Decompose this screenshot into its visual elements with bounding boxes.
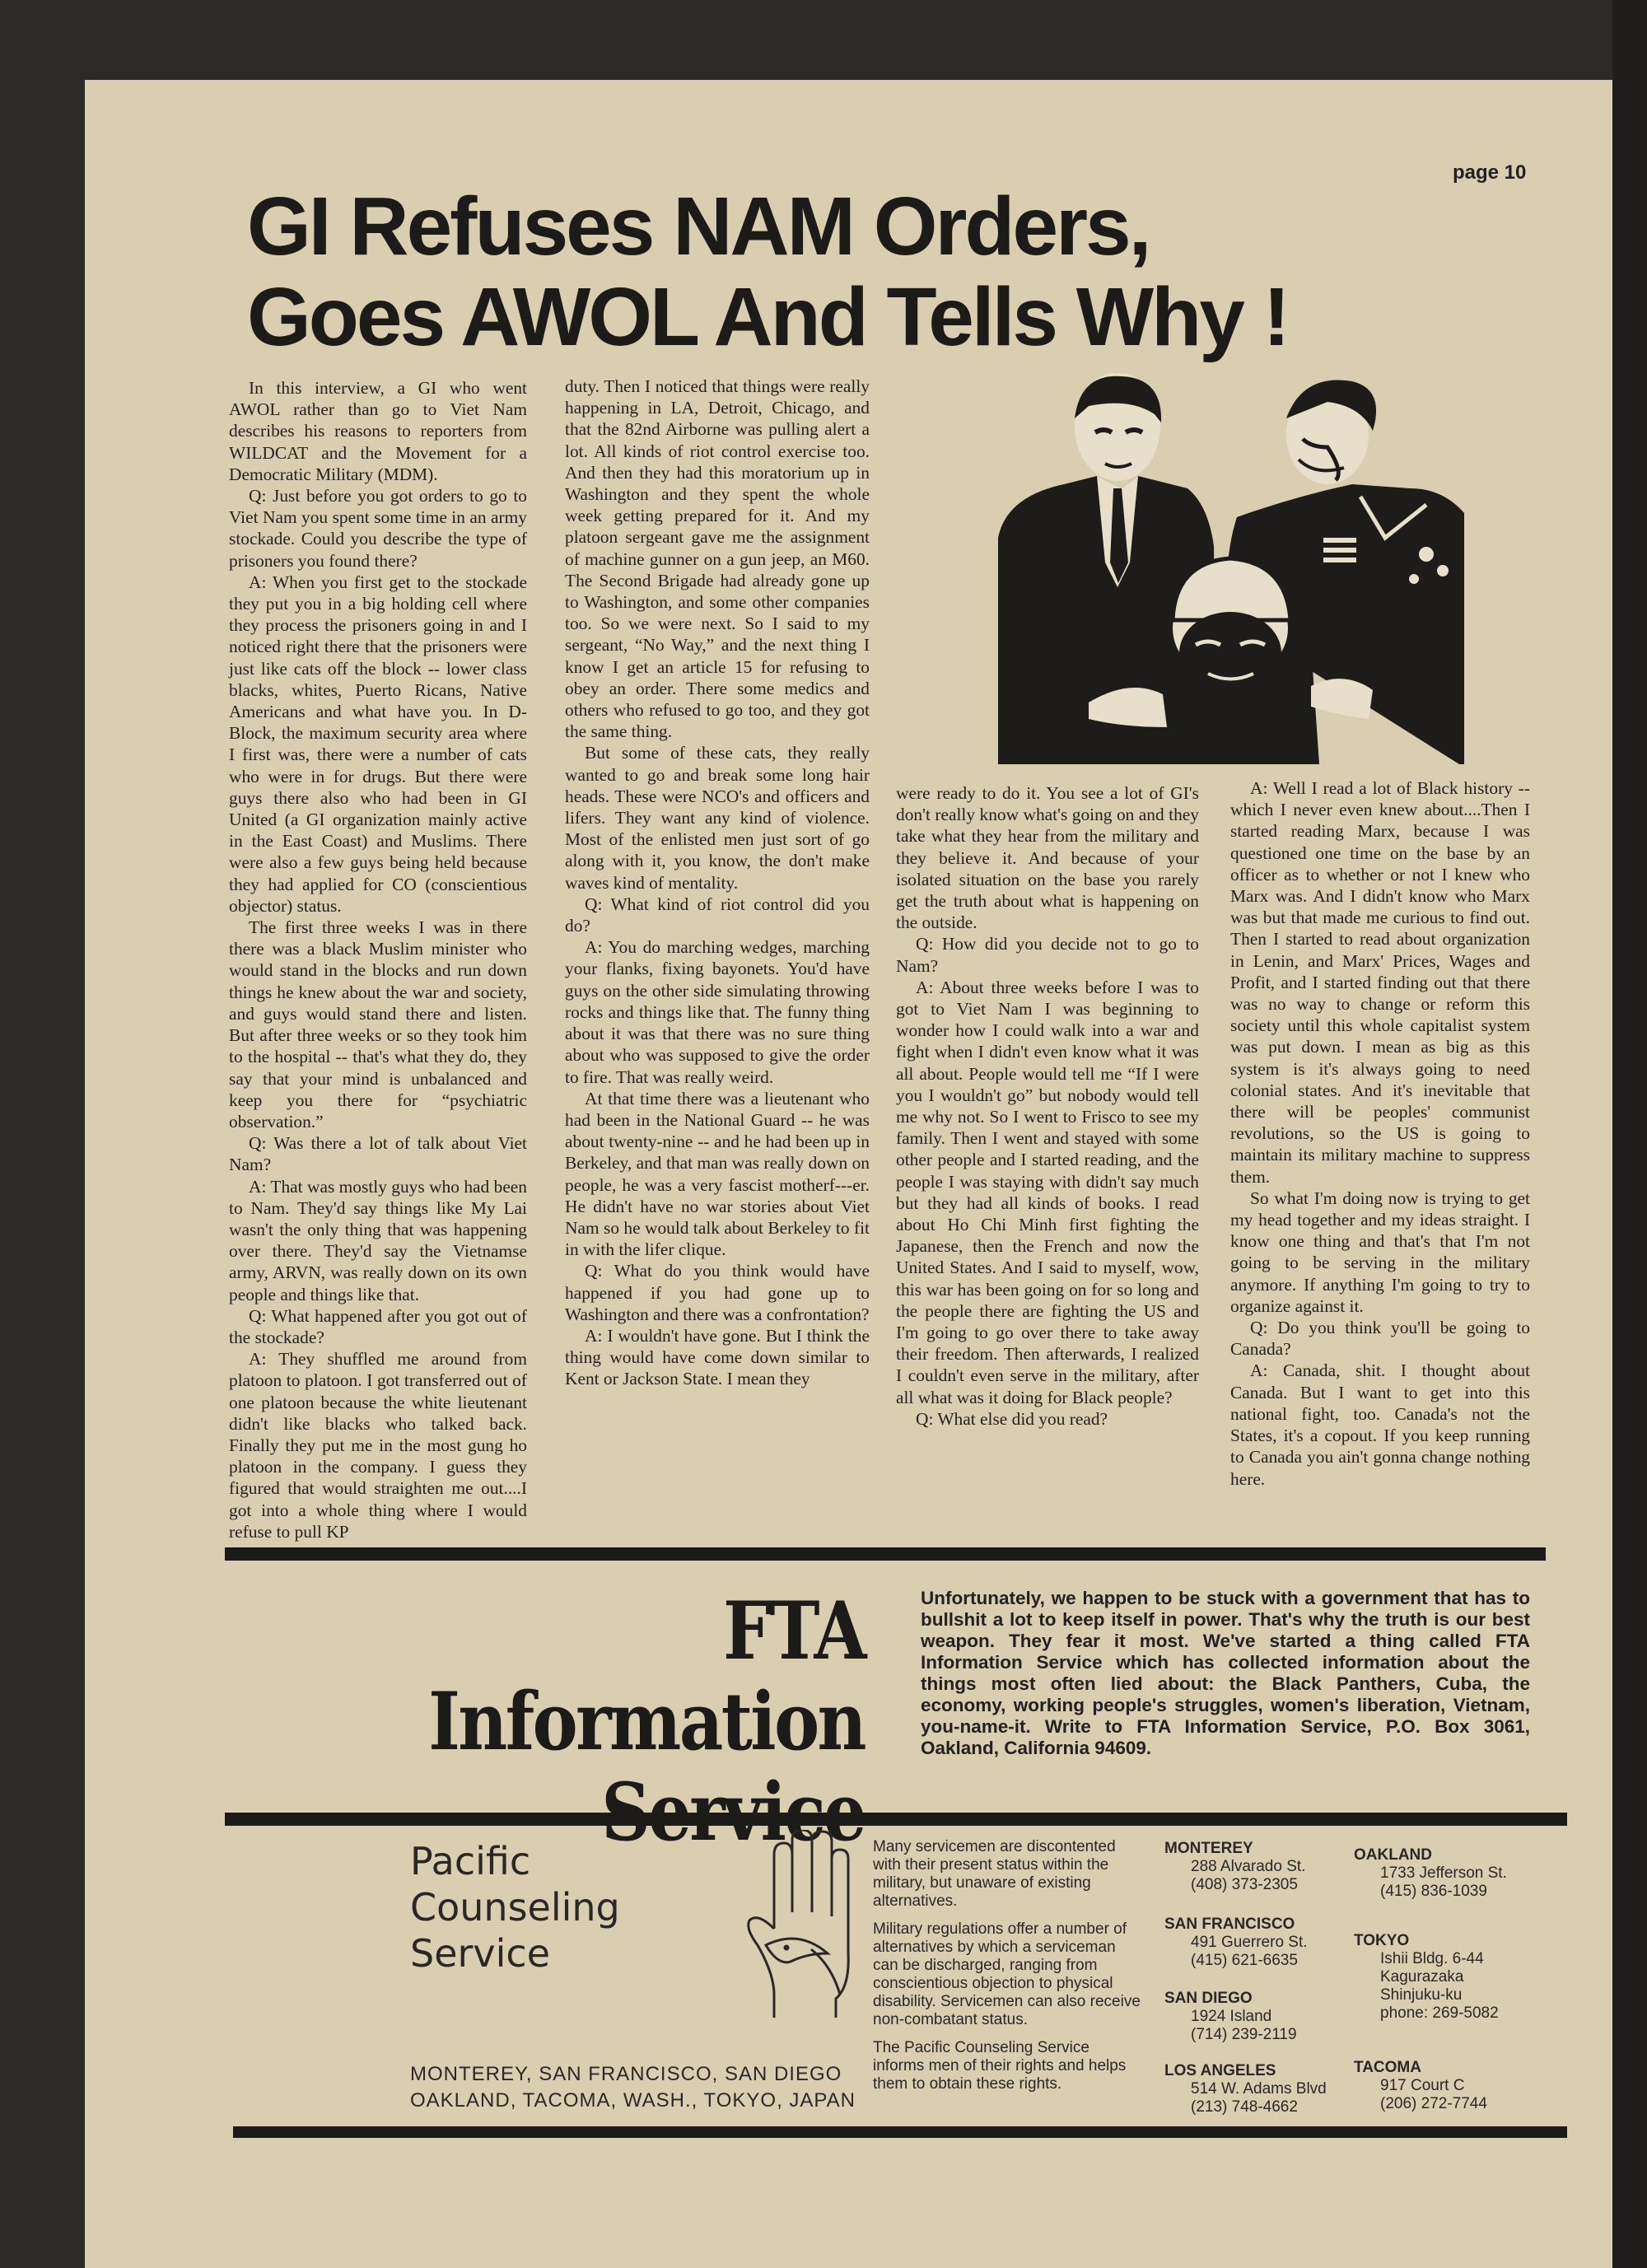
article-column-2	[565, 376, 870, 1390]
hand-peace-dove-icon	[741, 1830, 865, 2019]
pcs-title-line: Service	[410, 1931, 551, 1976]
office-line: phone: 269-5082	[1380, 2004, 1499, 2022]
office-line: 1924 Island	[1191, 2008, 1272, 2025]
pcs-title-line: Pacific	[410, 1839, 531, 1883]
office-line: (206) 272-7744	[1380, 2095, 1487, 2112]
paragraph: Q: Just before you got orders to go to Viet Nam you spent some time in an army stockade. Could you describe the type of prisoners you found there?	[229, 486, 527, 571]
article-column-3	[896, 782, 1199, 1430]
divider-rule	[225, 1813, 1567, 1826]
office-line: Kagurazaka	[1380, 1968, 1464, 1986]
office-tacoma	[1354, 2059, 1487, 2113]
headline-line-1: GI Refuses NAM Orders,	[247, 180, 1150, 273]
paragraph: duty. Then I noticed that things were really happening in LA, Detroit, Chicago, and that the 82nd Airborne was pulling alert a lot. All kinds of riot control exercise too. And then they had this moratorium up in Washington and they spent the whole week getting prepared for it. And my platoon sergeant gave me the assignment of machine gunner on a gun jeep, an M60. The Second Brigade had already gone up to Washington, and some other companies too. So we were next. So I said to my sergeant, “No Way,” and the next thing I know I get an article 15 for refusing to obey an order. There some medics and others who refused to go too, and they got the same thing.	[565, 376, 870, 742]
paragraph: Q: What do you think would have happened if you had gone up to Washington and there was a confrontation?	[565, 1261, 870, 1324]
headline	[247, 181, 1449, 362]
nixon-general-soldier-photo	[998, 373, 1464, 764]
paragraph: The first three weeks I was in there there was a black Muslim minister who would stand in the blocks and run down things he knew about the war and society, and guys would stand there and listen. But after three weeks or so they took him to the hospital -- that's what they do, they say that your mind is unbalanced and keep you there for “psychiatric observation.”	[229, 917, 527, 1132]
paragraph: A: You do marching wedges, marching your flanks, fixing bayonets. You'd have guys on the other side simulating throwing rocks and things like that. The funny thing about it was that there was no sure thing about who was supposed to give the order to fire. That was really weird.	[565, 937, 870, 1087]
pcs-desc-paragraph: Many servicemen are discontented with their present status within the military, but unaware of existing alternatives.	[873, 1838, 1116, 1910]
paragraph: Q: How did you decide not to go to Nam?	[896, 934, 1199, 976]
paragraph: A: They shuffled me around from platoon to platoon. I got transferred out of one platoon because the white lieutenant didn't like blacks who talked back. Finally they put me in the most gung ho platoon in the company. I guess they figured that would straighten me out....I got into a whole thing where I would refuse to pull KP	[229, 1349, 527, 1542]
paragraph: A: About three weeks before I was to got to Viet Nam I was beginning to wonder how I could walk into a war and fight when I didn't even know what it was all about. People would tell me “If I were you I wouldn't go” but nobody would tell me why not. So I went to Frisco to see my family. Then I went and stayed with some other people and I started reading, and the people I was staying with didn't say much but they had all kinds of books. I read about Ho Chi Minh first fighting the Japanese, then the French and now the United States. And I said to myself, wow, this war has been going on for so long and the people there are fighting the US and I'm going to go over there to take away their freedom. Then afterwards, I realized I couldn't even serve in the military, after all what was it doing for Black people?	[896, 977, 1199, 1407]
paragraph: A: Well I read a lot of Black history -- which I never even knew about....Then I started reading Marx, because I was questioned one time on the base by an officer as to whether or not I knew who Marx was. And I didn't know who Marx was but that made me curious to find out. Then I started to read about organization in Lenin, and Marx' Prices, Wages and Profit, and I started finding out that there was no way to change or reform this society until this whole capitalist system was put down. I mean as big as this system is it's always going to need colonial states. And it's inevitable that there will be peoples' communist revolutions, so the US is going to maintain its military machine to suppress them.	[1230, 778, 1530, 1187]
office-name: MONTEREY	[1164, 1840, 1253, 1857]
office-san-diego	[1164, 1990, 1297, 2044]
paragraph: were ready to do it. You see a lot of GI's don't really know what's going on and they take what they hear from the military and they believe it. And because of your isolated situation on the base you rarely get the truth about what is happening on the outside.	[896, 783, 1199, 933]
office-line: Shinjuku-ku	[1380, 1986, 1463, 2004]
fta-title-line-1: FTA Information	[428, 1584, 865, 1768]
binder-edge	[1612, 0, 1647, 2268]
pcs-desc-paragraph: The Pacific Counseling Service informs men of their rights and helps them to obtain these rights.	[873, 2039, 1127, 2093]
paragraph: But some of these cats, they really wanted to go and break some long hair heads. These were NCO's and officers and lifers. They want any kind of violence. Most of the enlisted men just sort of go along with it, you know, the don't make waves kind of mentality.	[565, 743, 870, 893]
office-monterey	[1164, 1840, 1305, 1894]
article-column-1	[229, 377, 527, 1542]
office-line: 1733 Jefferson St.	[1380, 1864, 1507, 1882]
divider-rule	[225, 1547, 1546, 1561]
paragraph: Q: What happened after you got out of the stockade?	[229, 1305, 527, 1347]
pcs-desc-paragraph: Military regulations offer a number of alternatives by which a serviceman can be discharged, ranging from conscientious objection to physical disability. Servicemen can also receive non-combatant status.	[873, 1920, 1141, 2028]
paragraph: A: When you first get to the stockade they put you in a big holding cell where they process the prisoners going in and I noticed right there that the prisoners were just like cats off the block -- lower class blacks, whites, Puerto Ricans, Native Americans and what have you. In D-Block, the maximum security area where I first was, there were a number of cats who were in for drugs. But there were guys there also who had been in GI United (a GI organization mainly active in the East Coast) and Muslims. There were also a few guys being held because they had applied for CO (conscientious objector) status.	[229, 572, 527, 916]
headline-line-2: Goes AWOL And Tells Why !	[247, 271, 1288, 363]
office-line: (415) 621-6635	[1191, 1952, 1298, 1969]
paragraph: A: Canada, shit. I thought about Canada. But I want to get into this national fight, too. Canada's not the States, it's a copout. If you keep running to Canada you ain't gonna change nothing here.	[1230, 1360, 1530, 1489]
paragraph: Q: Was there a lot of talk about Viet Nam?	[229, 1133, 527, 1175]
office-san-francisco	[1164, 1916, 1308, 1970]
office-name: SAN FRANCISCO	[1164, 1916, 1295, 1933]
pcs-cities-line-2: OAKLAND, TACOMA, WASH., TOKYO, JAPAN	[410, 2089, 856, 2112]
article-column-4	[1230, 777, 1530, 1490]
office-line: 491 Guerrero St.	[1191, 1934, 1308, 1951]
paragraph: A: That was mostly guys who had been to Nam. They'd say things like My Lai wasn't the only thing that was happening over there. They'd say the Vietnamse army, ARVN, was really down on its own people and things like that.	[229, 1176, 527, 1304]
office-line: Ishii Bldg. 6-44	[1380, 1950, 1484, 1967]
office-line: (408) 373-2305	[1191, 1876, 1298, 1893]
fta-ad-text: Unfortunately, we happen to be stuck with a government that has to bullshit a lot to keep itself in power. That's why the truth is our best weapon. They fear it most. We've started a thing called FTA Information Service which has collected information about the things most often lied about: the Black Panthers, Cuba, the economy, working people's struggles, women's liberation, Vietnam, you-name-it. Write to FTA Information Service, P.O. Box 3061, Oakland, California 94609.	[921, 1588, 1530, 1758]
paragraph: Q: What else did you read?	[916, 1408, 1108, 1429]
pcs-cities-line-1: MONTEREY, SAN FRANCISCO, SAN DIEGO	[410, 2063, 842, 2085]
office-line: (213) 748-4662	[1191, 2098, 1298, 2116]
office-tokyo	[1354, 1932, 1499, 2023]
page-number: page 10	[1453, 161, 1527, 184]
divider-rule	[233, 2126, 1567, 2138]
office-name: TOKYO	[1354, 1932, 1410, 1949]
pcs-description	[873, 1838, 1141, 2103]
office-line: 514 W. Adams Blvd	[1191, 2080, 1327, 2098]
office-name: SAN DIEGO	[1164, 1990, 1253, 2007]
paragraph: A: I wouldn't have gone. But I think the thing would have come down similar to Kent or Jackson State. I mean they	[565, 1325, 870, 1389]
office-line: 917 Court C	[1380, 2077, 1465, 2094]
office-line: (415) 836-1039	[1380, 1883, 1487, 1900]
office-los-angeles	[1164, 2062, 1327, 2116]
office-oakland	[1354, 1846, 1507, 1901]
pcs-cities	[410, 2061, 856, 2114]
paragraph: So what I'm doing now is trying to get my head together and my ideas straight. I know one thing and that's that I'm not going to be serving in the military anymore. If anything I'm going to try to organize against it.	[1230, 1188, 1530, 1316]
office-name: TACOMA	[1354, 2059, 1421, 2076]
office-name: LOS ANGELES	[1164, 2062, 1276, 2079]
paragraph: Q: Do you think you'll be going to Canada?	[1230, 1318, 1530, 1360]
paragraph: At that time there was a lieutenant who had been in the National Guard -- he was about twenty-nine -- and he had been up in Berkeley, and that man was really down on people, he was a very fascist motherf---er. He didn't have no war stories about Viet Nam so he would talk about Berkeley to fit in with the lifer clique.	[565, 1088, 870, 1260]
pacific-counseling-service-title	[410, 1838, 620, 1976]
paragraph: Q: What kind of riot control did you do?	[565, 894, 870, 936]
paragraph: In this interview, a GI who went AWOL rather than go to Viet Nam describes his reasons to reporters from WILDCAT and the Movement for a Democratic Military (MDM).	[229, 378, 527, 484]
office-line: (714) 239-2119	[1191, 2026, 1297, 2043]
pcs-title-line: Counseling	[410, 1885, 620, 1930]
office-line: 288 Alvarado St.	[1191, 1858, 1306, 1875]
office-name: OAKLAND	[1354, 1846, 1432, 1864]
